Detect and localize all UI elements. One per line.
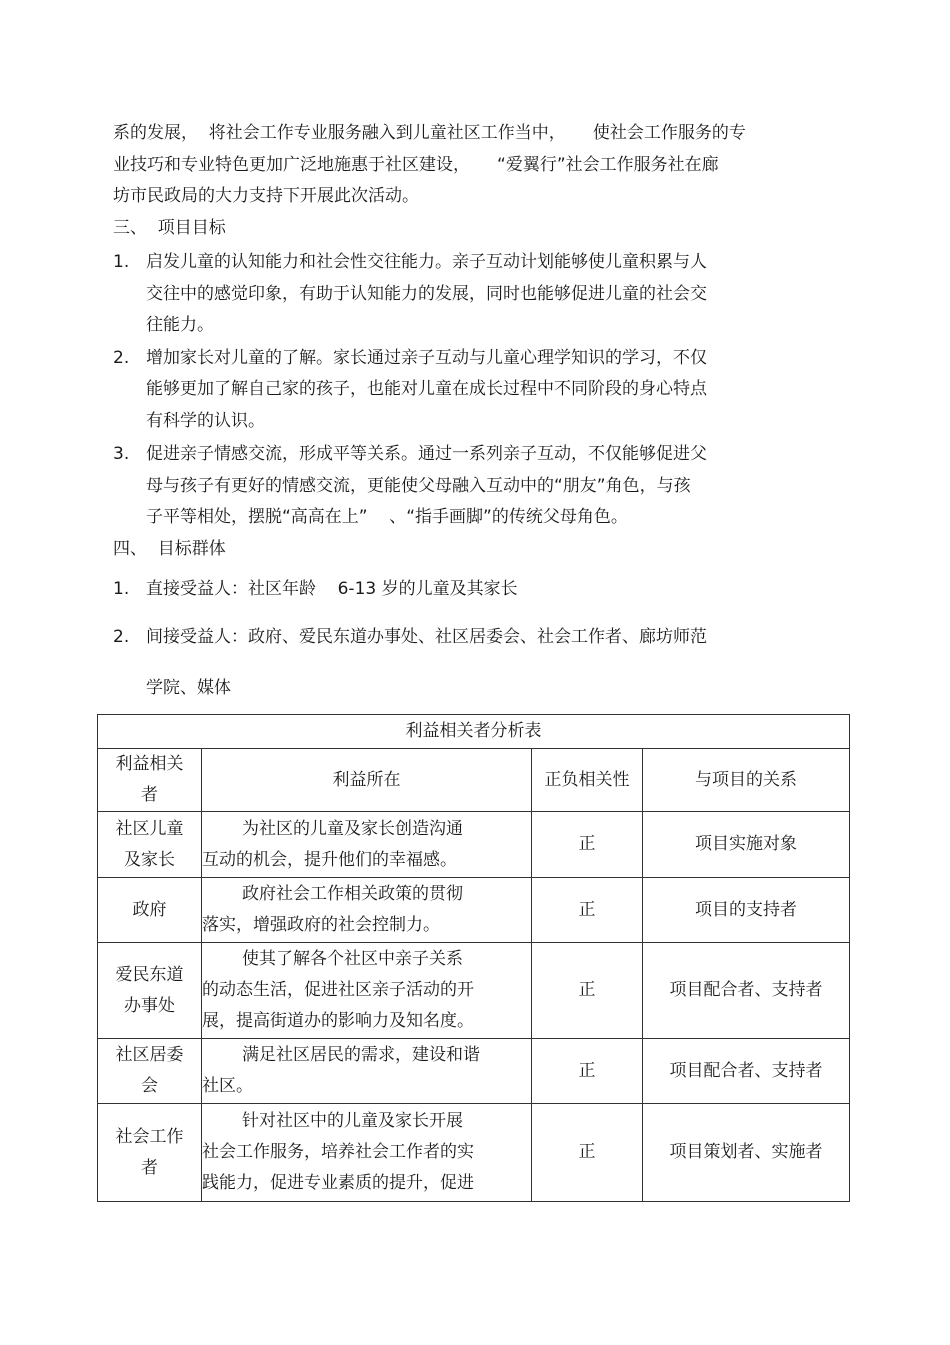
- stakeholder-table: [97, 714, 850, 1202]
- list-item-line: 直接受益人：社区年龄 6-13 岁的儿童及其家长: [146, 579, 518, 599]
- polarity-cell: 正: [532, 1039, 643, 1104]
- list-item-line: 有科学的认识。: [146, 411, 265, 431]
- table-row: [98, 812, 850, 878]
- stakeholder-cell: 社区儿童 及家长: [98, 812, 202, 878]
- list-item-line: 促进亲子情感交流，形成平等关系。通过一系列亲子互动，不仅能够促进父: [146, 444, 707, 464]
- table-header: 利益相关 者: [98, 749, 202, 812]
- polarity-cell: 正: [532, 1104, 643, 1202]
- stakeholder-cell: 爱民东道 办事处: [98, 943, 202, 1039]
- list-number: 2.: [113, 348, 130, 368]
- list-item-line: 增加家长对儿童的了解。家长通过亲子互动与儿童心理学知识的学习，不仅: [146, 348, 707, 368]
- list-item-line: 能够更加了解自己家的孩子，也能对儿童在成长过程中不同阶段的身心特点: [146, 379, 707, 399]
- list-item-line: 间接受益人：政府、爱民东道办事处、社区居委会、社会工作者、廊坊师范: [146, 627, 707, 647]
- table-header: 正负相关性: [532, 749, 643, 812]
- paragraph-line: 业技巧和专业特色更加广泛地施惠于社区建设， “爱翼行”社会工作服务社在廊: [113, 155, 719, 175]
- list-item-line: 学院、媒体: [146, 678, 231, 698]
- interest-cell: 使其了解各个社区中亲子关系 的动态生活，促进社区亲子活动的开 展，提高街道办的影响力及知名度。: [202, 943, 532, 1039]
- interest-cell: 政府社会工作相关政策的贯彻 落实，增强政府的社会控制力。: [202, 878, 532, 943]
- interest-cell: 针对社区中的儿童及家长开展 社会工作服务，培养社会工作者的实 践能力，促进专业素质的提升，促进: [202, 1104, 532, 1202]
- interest-cell: 满足社区居民的需求，建设和谐 社区。: [202, 1039, 532, 1104]
- section-heading-target-groups: 四、 目标群体: [113, 539, 226, 559]
- list-number: 2.: [113, 627, 130, 647]
- polarity-cell: 正: [532, 878, 643, 943]
- list-item-line: 往能力。: [146, 315, 214, 335]
- relation-cell: 项目的支持者: [643, 878, 850, 943]
- paragraph-line: 系的发展， 将社会工作专业服务融入到儿童社区工作当中， 使社会工作服务的专: [113, 123, 746, 143]
- relation-cell: 项目配合者、支持者: [643, 943, 850, 1039]
- polarity-cell: 正: [532, 943, 643, 1039]
- stakeholder-cell: 政府: [98, 878, 202, 943]
- list-item-line: 子平等相处，摆脱“高高在上” 、“指手画脚”的传统父母角色。: [146, 507, 628, 527]
- polarity-cell: 正: [532, 812, 643, 878]
- interest-cell: 为社区的儿童及家长创造沟通 互动的机会，提升他们的幸福感。: [202, 812, 532, 878]
- table-row: [98, 1104, 850, 1202]
- list-item-line: 启发儿童的认知能力和社会性交往能力。亲子互动计划能够使儿童积累与人: [146, 252, 707, 272]
- stakeholder-cell: 社会工作 者: [98, 1104, 202, 1202]
- stakeholder-cell: 社区居委 会: [98, 1039, 202, 1104]
- list-number: 1.: [113, 579, 130, 599]
- table-row: [98, 1039, 850, 1104]
- paragraph-line: 坊市民政局的大力支持下开展此次活动。: [113, 186, 419, 206]
- table-header: 与项目的关系: [643, 749, 850, 812]
- table-title: 利益相关者分析表: [98, 715, 850, 749]
- table-row: [98, 878, 850, 943]
- relation-cell: 项目实施对象: [643, 812, 850, 878]
- table-row: [98, 943, 850, 1039]
- list-item-line: 交往中的感觉印象，有助于认知能力的发展，同时也能够促进儿童的社会交: [146, 284, 707, 304]
- list-number: 3.: [113, 444, 130, 464]
- list-item-line: 母与孩子有更好的情感交流，更能使父母融入互动中的“朋友”角色，与孩: [146, 476, 691, 496]
- table-header: 利益所在: [202, 749, 532, 812]
- list-number: 1.: [113, 252, 130, 272]
- relation-cell: 项目策划者、实施者: [643, 1104, 850, 1202]
- relation-cell: 项目配合者、支持者: [643, 1039, 850, 1104]
- section-heading-goals: 三、 项目目标: [113, 218, 226, 238]
